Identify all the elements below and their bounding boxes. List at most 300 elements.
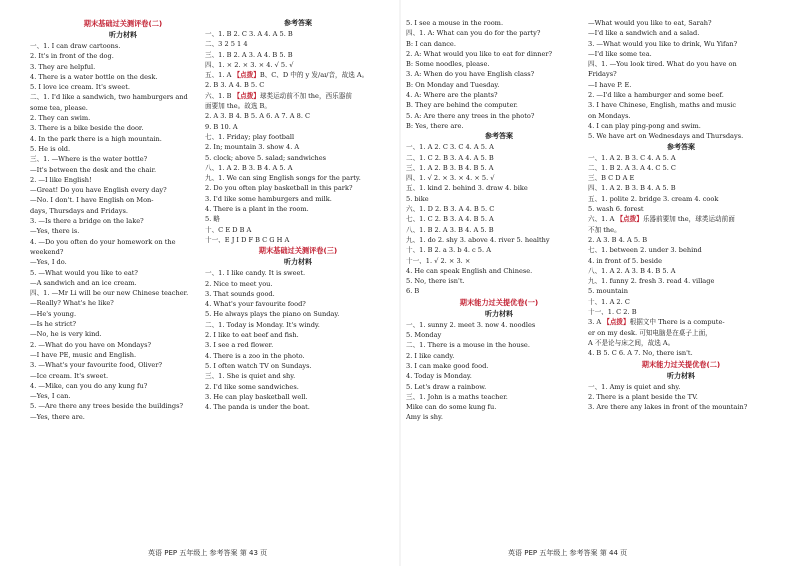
text-line xyxy=(30,391,216,401)
left-page-footer: 英语 PEP 五年级上 参考答案 第 43 页 xyxy=(148,549,268,557)
line-text: 5. He always plays the piano on Sunday. xyxy=(205,310,340,319)
line-text: —He's young. xyxy=(30,309,77,318)
line-text: B: I can dance. xyxy=(406,39,456,48)
line-text: 一、1. I like candy. It is sweet. xyxy=(205,269,306,278)
text-line xyxy=(205,268,391,278)
line-text: 六、1. B xyxy=(205,91,234,100)
line-text: 3. —What would you like to drink, Wu Yifan? xyxy=(588,39,738,48)
text-line xyxy=(406,204,592,214)
line-text: 三、1. John is a maths teacher. xyxy=(406,392,508,401)
text-line xyxy=(30,195,216,205)
line-text: 5. Let's draw a rainbow. xyxy=(406,382,487,391)
line-text: 5. mountain xyxy=(588,287,629,296)
line-text: 4. —Mike, can you do any kung fu? xyxy=(30,381,148,390)
line-text: 5. 略 xyxy=(205,215,220,224)
tip-text: 球类运动前不加 the，西乐器前 xyxy=(259,91,352,100)
text-line xyxy=(406,256,592,266)
text-line xyxy=(406,39,592,49)
line-text: 七、1. between 2. under 3. behind xyxy=(588,246,702,255)
text-line xyxy=(30,175,216,185)
text-line xyxy=(406,351,592,361)
line-text: er on my desk. 可知电脑是在桌子上面， xyxy=(588,328,712,337)
line-text: 3. A xyxy=(588,318,604,327)
text-line xyxy=(406,49,592,59)
line-text: 期末能力过关提优卷(二) xyxy=(641,359,721,369)
line-text: 二、1. B 2. A 3. A 4. C 5. C xyxy=(588,163,676,172)
section-subtitle xyxy=(588,371,774,382)
line-text: 九、1. We can sing English songs for the party. xyxy=(205,174,361,183)
text-line xyxy=(588,286,774,296)
line-text: 期末基础过关测评卷(三) xyxy=(258,246,338,256)
line-text: 4. There is a water bottle on the desk. xyxy=(30,72,158,81)
text-line xyxy=(30,298,216,308)
line-text: B: Some noodles, please. xyxy=(406,60,490,69)
text-line xyxy=(406,276,592,286)
line-text: 2. —What do you have on Mondays? xyxy=(30,340,151,349)
line-text: 5. No, there isn't. xyxy=(406,277,465,286)
line-text: 听力材料 xyxy=(109,31,137,39)
line-text: 三、B C D A E xyxy=(588,174,635,183)
text-line xyxy=(30,340,216,350)
section-subtitle xyxy=(205,257,391,268)
text-line xyxy=(588,131,774,141)
section-subtitle xyxy=(406,131,592,142)
line-text: 一、1. B 2. C 3. A 4. A 5. B xyxy=(205,30,293,38)
line-text: —Yes, there is. xyxy=(30,227,80,236)
text-line xyxy=(588,245,774,255)
line-text: 5. wash 6. forest xyxy=(588,205,644,214)
text-line xyxy=(406,18,592,28)
line-text: 参考答案 xyxy=(485,132,513,141)
line-text: 9. B 10. A xyxy=(205,122,238,131)
line-text: 七、1. Friday; play football xyxy=(205,132,295,141)
text-line xyxy=(30,134,216,144)
line-text: 5. We have art on Wednesdays and Thursdays. xyxy=(588,132,744,141)
line-text: 期末基础过关测评卷(二) xyxy=(83,19,163,28)
line-text: Fridays? xyxy=(588,70,617,79)
line-text: 2. Do you often play basketball in this park? xyxy=(205,184,353,193)
line-text: 2. They can swim. xyxy=(30,114,91,123)
text-line xyxy=(205,122,391,132)
text-line xyxy=(30,371,216,381)
text-line xyxy=(588,183,774,193)
text-line xyxy=(406,142,592,152)
line-text: 十、1. A 2. C xyxy=(588,297,630,306)
line-text: 2. A 3. B 4. A 5. B xyxy=(588,235,648,244)
text-line xyxy=(205,91,391,101)
tip-text: 乐器前要加 the，球类运动前面 xyxy=(642,215,735,224)
line-text: B. They are behind the computer. xyxy=(406,101,518,110)
line-text: —It's between the desk and the chair. xyxy=(30,165,157,174)
tip-marker: 【点拨】 xyxy=(233,91,260,100)
text-line xyxy=(30,51,216,61)
text-line xyxy=(205,29,391,39)
line-text: 4. Today is Monday. xyxy=(406,372,472,381)
line-text: 5. I often watch TV on Sundays. xyxy=(205,361,312,370)
section-subtitle xyxy=(30,30,216,41)
right-page xyxy=(400,0,800,566)
text-line xyxy=(30,103,216,113)
text-line xyxy=(406,382,592,392)
text-line xyxy=(205,214,391,224)
line-text: 4. In the park there is a high mountain. xyxy=(30,134,162,143)
text-line xyxy=(406,183,592,193)
line-text: 二、1. Today is Monday. It's windy. xyxy=(205,320,320,329)
text-line xyxy=(205,330,391,340)
line-text: 一、1. A 2. C 3. C 4. A 5. A xyxy=(406,143,494,152)
line-text: B: On Monday and Tuesday. xyxy=(406,80,500,89)
text-line xyxy=(406,69,592,79)
line-text: 十一、1. C 2. B xyxy=(588,308,637,317)
line-text: 一、1. I can draw cartoons. xyxy=(30,42,121,50)
text-line xyxy=(30,154,216,164)
text-line xyxy=(205,39,391,49)
text-line xyxy=(588,28,774,38)
line-text: 3. —Is there a bridge on the lake? xyxy=(30,217,144,226)
text-line xyxy=(406,121,592,131)
text-line xyxy=(588,235,774,245)
text-line xyxy=(588,382,774,392)
line-text: 4. I can play ping-pong and swim. xyxy=(588,121,701,130)
text-line xyxy=(30,309,216,319)
text-line xyxy=(205,309,391,319)
right-column-2 xyxy=(588,18,774,412)
line-text: 四、1. × 2. × 3. × 4. √ 5. √ xyxy=(205,60,294,69)
text-line xyxy=(205,392,391,402)
text-line xyxy=(30,350,216,360)
line-text: —I'd like some tea. xyxy=(588,49,652,58)
line-text: 二、3 2 5 1 4 xyxy=(205,40,248,49)
text-line xyxy=(406,340,592,350)
text-line xyxy=(205,320,391,330)
line-text: 参考答案 xyxy=(667,142,695,151)
line-text: 4. What's your favourite food? xyxy=(205,300,306,309)
line-text: Amy is shy. xyxy=(406,413,443,422)
line-text: 2. I like to eat beef and fish. xyxy=(205,331,299,340)
line-text: 2. Nice to meet you. xyxy=(205,279,273,288)
text-line xyxy=(30,412,216,422)
text-line xyxy=(588,80,774,90)
text-line xyxy=(406,266,592,276)
line-text: 一、1. Amy is quiet and shy. xyxy=(588,382,681,391)
text-line xyxy=(205,235,391,245)
line-text: 5. I see a mouse in the room. xyxy=(406,19,504,27)
text-line xyxy=(30,268,216,278)
line-text: 三、1. A 2. B 3. B 4. B 5. A xyxy=(406,163,494,172)
line-text: 参考答案 xyxy=(284,19,312,27)
line-text: —I have PE, music and English. xyxy=(30,350,137,359)
line-text: 3. I have Chinese, English, maths and music xyxy=(588,101,737,110)
line-text: —No. I don't. I have English on Mon- xyxy=(30,196,154,205)
text-line xyxy=(30,237,216,247)
line-text: 九、1. do 2. shy 3. above 4. river 5. healthy xyxy=(406,235,550,244)
text-line xyxy=(588,59,774,69)
line-text: 4. The panda is under the boat. xyxy=(205,403,310,412)
line-text: 2. —I like English! xyxy=(30,175,92,184)
text-line xyxy=(30,72,216,82)
line-text: 2. A 3. B 4. B 5. A 6. A 7. A 8. C xyxy=(205,112,311,121)
line-text: 一、1. A 2. B 3. C 4. A 5. A xyxy=(588,153,676,162)
text-line xyxy=(588,328,774,338)
line-text: 2. B 3. A 4. B 5. C xyxy=(205,81,265,90)
text-line xyxy=(406,214,592,224)
line-text: 八、1. A 2. A 3. B 4. B 5. A xyxy=(588,266,676,275)
text-line xyxy=(30,185,216,195)
line-text: 十、C E D B A xyxy=(205,225,252,234)
line-text: 2. —I'd like a hamburger and some beef. xyxy=(588,91,724,100)
text-line xyxy=(588,276,774,286)
line-text: —Really? What's he like? xyxy=(30,299,114,308)
text-line xyxy=(205,101,391,111)
line-text: 2. There is a plant beside the TV. xyxy=(588,392,698,401)
line-text: 2. A: What would you like to eat for dinner? xyxy=(406,49,553,58)
text-line xyxy=(205,351,391,361)
text-line xyxy=(588,317,774,327)
text-line xyxy=(406,100,592,110)
line-text: 四、1. —You look tired. What do you have on xyxy=(588,60,737,69)
line-text: —No, he is very kind. xyxy=(30,330,102,339)
line-text: 六、1. A xyxy=(588,215,617,224)
text-line xyxy=(30,123,216,133)
text-line xyxy=(205,382,391,392)
line-text: 5. Monday xyxy=(406,331,442,340)
text-line xyxy=(30,247,216,257)
text-line xyxy=(205,204,391,214)
section-title xyxy=(588,359,774,371)
section-subtitle xyxy=(205,18,391,29)
line-text: 3. I can make good food. xyxy=(406,361,489,370)
line-text: 2. In; mountain 3. show 4. A xyxy=(205,143,300,152)
line-text: 4. He can speak English and Chinese. xyxy=(406,266,533,275)
line-text: 5. A: Are there any trees in the photo? xyxy=(406,111,535,120)
line-text: 八、1. B 2. A 3. B 4. A 5. B xyxy=(406,225,494,234)
line-text: weekend? xyxy=(30,247,64,256)
line-text: —Yes, I do. xyxy=(30,258,67,267)
line-text: 2. I'd like some sandwiches. xyxy=(205,382,299,391)
line-text: 面要加 the。故选 B。 xyxy=(205,102,271,111)
section-title xyxy=(205,245,391,257)
text-line xyxy=(588,348,774,358)
text-line xyxy=(205,132,391,142)
text-line xyxy=(588,307,774,317)
line-text: —I have P. E. xyxy=(588,80,632,89)
line-text: 一、1. sunny 2. meet 3. now 4. noodles xyxy=(406,320,536,329)
line-text: 十、1. B 2. a 3. b 4. c 5. A xyxy=(406,246,491,255)
text-line xyxy=(205,183,391,193)
text-line xyxy=(588,49,774,59)
text-line xyxy=(30,165,216,175)
section-subtitle xyxy=(406,309,592,320)
text-line xyxy=(30,144,216,154)
line-text: 3. I see a red flower. xyxy=(205,341,274,350)
line-text: 十一、E J I D F B C G H A xyxy=(205,235,290,244)
line-text: 4. in front of 5. beside xyxy=(588,256,663,265)
line-text: Mike can do some kung fu. xyxy=(406,403,497,412)
line-text: 不加 the。 xyxy=(588,225,621,234)
right-page-footer: 英语 PEP 五年级上 参考答案 第 44 页 xyxy=(508,549,628,557)
text-line xyxy=(406,330,592,340)
text-line xyxy=(406,173,592,183)
tip-marker: 【点拨】 xyxy=(233,71,260,80)
left-column-2 xyxy=(205,18,391,412)
text-line xyxy=(205,340,391,350)
text-line xyxy=(205,60,391,70)
line-text: 3. —What's your favourite food, Oliver? xyxy=(30,361,163,370)
tip-text: 根据文中 There is a compute- xyxy=(629,318,725,327)
text-line xyxy=(205,50,391,60)
text-line xyxy=(205,153,391,163)
text-line xyxy=(205,402,391,412)
left-column-1 xyxy=(30,18,216,422)
tip-marker: 【点拨】 xyxy=(616,215,643,224)
line-text: —I'd like a sandwich and a salad. xyxy=(588,29,700,38)
text-line xyxy=(205,371,391,381)
text-line xyxy=(406,361,592,371)
text-line xyxy=(205,289,391,299)
text-line xyxy=(205,225,391,235)
line-text: —What would you like to eat, Sarah? xyxy=(588,19,712,27)
line-text: —Yes, I can. xyxy=(30,392,71,401)
line-text: 3. They are helpful. xyxy=(30,62,96,71)
line-text: 四、1. A: What can you do for the party? xyxy=(406,29,541,38)
line-text: —Great! Do you have English every day? xyxy=(30,186,167,195)
line-text: 五、1. A xyxy=(205,71,234,80)
text-line xyxy=(406,59,592,69)
text-line xyxy=(588,90,774,100)
line-text: 六、1. D 2. B 3. A 4. B 5. C xyxy=(406,205,495,214)
text-line xyxy=(588,214,774,224)
text-line xyxy=(30,360,216,370)
line-text: 3. There is a bike beside the door. xyxy=(30,124,144,133)
line-text: 七、1. C 2. B 3. A 4. B 5. A xyxy=(406,215,494,224)
text-line xyxy=(406,28,592,38)
line-text: 5. clock; above 5. salad; sandwiches xyxy=(205,153,327,162)
text-line xyxy=(406,371,592,381)
text-line xyxy=(205,173,391,183)
line-text: 四、1. A 2. B 3. B 4. A 5. B xyxy=(588,184,676,193)
text-line xyxy=(588,194,774,204)
text-line xyxy=(205,111,391,121)
text-line xyxy=(30,278,216,288)
line-text: 五、1. polite 2. bridge 3. cream 4. cook xyxy=(588,194,719,203)
line-text: 听力材料 xyxy=(667,371,695,380)
line-text: on Mondays. xyxy=(588,111,631,120)
text-line xyxy=(588,153,774,163)
line-text: —Is he strict? xyxy=(30,320,77,329)
line-text: some tea, please. xyxy=(30,103,88,112)
line-text: 5. I love ice cream. It's sweet. xyxy=(30,83,130,92)
line-text: 4. There is a zoo in the photo. xyxy=(205,351,305,360)
section-title xyxy=(406,297,592,309)
line-text: 3. He can play basketball well. xyxy=(205,392,308,401)
line-text: 二、1. There is a mouse in the house. xyxy=(406,341,530,350)
right-column-1 xyxy=(406,18,592,423)
text-line xyxy=(588,392,774,402)
line-text: 八、1. A 2. B 3. B 4. A 5. A xyxy=(205,163,293,172)
text-line xyxy=(406,163,592,173)
text-line xyxy=(588,297,774,307)
text-line xyxy=(30,113,216,123)
text-line xyxy=(588,266,774,276)
text-line xyxy=(588,121,774,131)
text-line xyxy=(588,256,774,266)
line-text: 4. B 5. C 6. A 7. No, there isn't. xyxy=(588,349,693,358)
text-line xyxy=(406,111,592,121)
text-line xyxy=(205,80,391,90)
text-line xyxy=(30,62,216,72)
line-text: 5. —What would you like to eat? xyxy=(30,268,138,277)
line-text: A 不是论与床之间，故选 A。 xyxy=(588,338,675,347)
line-text: 5. He is old. xyxy=(30,144,71,153)
text-line xyxy=(588,204,774,214)
line-text: days, Thursdays and Fridays. xyxy=(30,206,128,215)
line-text: —Ice cream. It's sweet. xyxy=(30,371,109,380)
line-text: 3. A: When do you have English class? xyxy=(406,70,535,79)
line-text: 4. —Do you often do your homework on the xyxy=(30,237,176,246)
line-text: 3. That sounds good. xyxy=(205,289,275,298)
text-line xyxy=(588,18,774,28)
line-text: —Yes, there are. xyxy=(30,412,85,421)
line-text: 十一、1. √ 2. × 3. × xyxy=(406,256,471,265)
tip-text: B、C、D 中的 y 发/aɪ/音，故选 A。 xyxy=(259,71,369,80)
text-line xyxy=(406,235,592,245)
text-line xyxy=(406,80,592,90)
line-text: 二、1. C 2. B 3. A 4. A 5. B xyxy=(406,153,494,162)
tip-marker: 【点拨】 xyxy=(603,318,630,327)
line-text: 5. bike xyxy=(406,194,429,203)
line-text: 4. There is a plant in the room. xyxy=(205,205,309,214)
line-text: 2. I like candy. xyxy=(406,351,455,360)
line-text: 三、1. B 2. A 3. A 4. B 5. B xyxy=(205,50,293,59)
line-text: —A sandwich and an ice cream. xyxy=(30,278,137,287)
text-line xyxy=(406,392,592,402)
line-text: 6. B xyxy=(406,287,420,296)
text-line xyxy=(588,39,774,49)
text-line xyxy=(30,381,216,391)
text-line xyxy=(30,401,216,411)
line-text: 五、1. kind 2. behind 3. draw 4. bike xyxy=(406,184,528,193)
text-line xyxy=(406,286,592,296)
text-line xyxy=(30,82,216,92)
text-line xyxy=(588,402,774,412)
text-line xyxy=(406,320,592,330)
text-line xyxy=(588,225,774,235)
text-line xyxy=(30,216,216,226)
text-line xyxy=(30,92,216,102)
text-line xyxy=(30,319,216,329)
text-line xyxy=(30,41,216,51)
line-text: 期末能力过关提优卷(一) xyxy=(459,297,539,307)
line-text: 4. A: Where are the plants? xyxy=(406,91,498,100)
text-line xyxy=(588,173,774,183)
text-line xyxy=(406,402,592,412)
section-title xyxy=(30,18,216,30)
section-subtitle xyxy=(588,142,774,153)
text-line xyxy=(30,226,216,236)
text-line xyxy=(588,163,774,173)
line-text: 四、1. —Mr Li will be our new Chinese teacher. xyxy=(30,289,189,298)
text-line xyxy=(30,206,216,216)
text-line xyxy=(406,245,592,255)
line-text: 三、1. She is quiet and shy. xyxy=(205,372,296,381)
line-text: 二、1. I'd like a sandwich, two hamburgers and xyxy=(30,93,188,102)
text-line xyxy=(406,225,592,235)
text-line xyxy=(406,90,592,100)
text-line xyxy=(406,153,592,163)
text-line xyxy=(205,299,391,309)
line-text: 5. —Are there any trees beside the buildings? xyxy=(30,402,184,411)
text-line xyxy=(406,412,592,422)
